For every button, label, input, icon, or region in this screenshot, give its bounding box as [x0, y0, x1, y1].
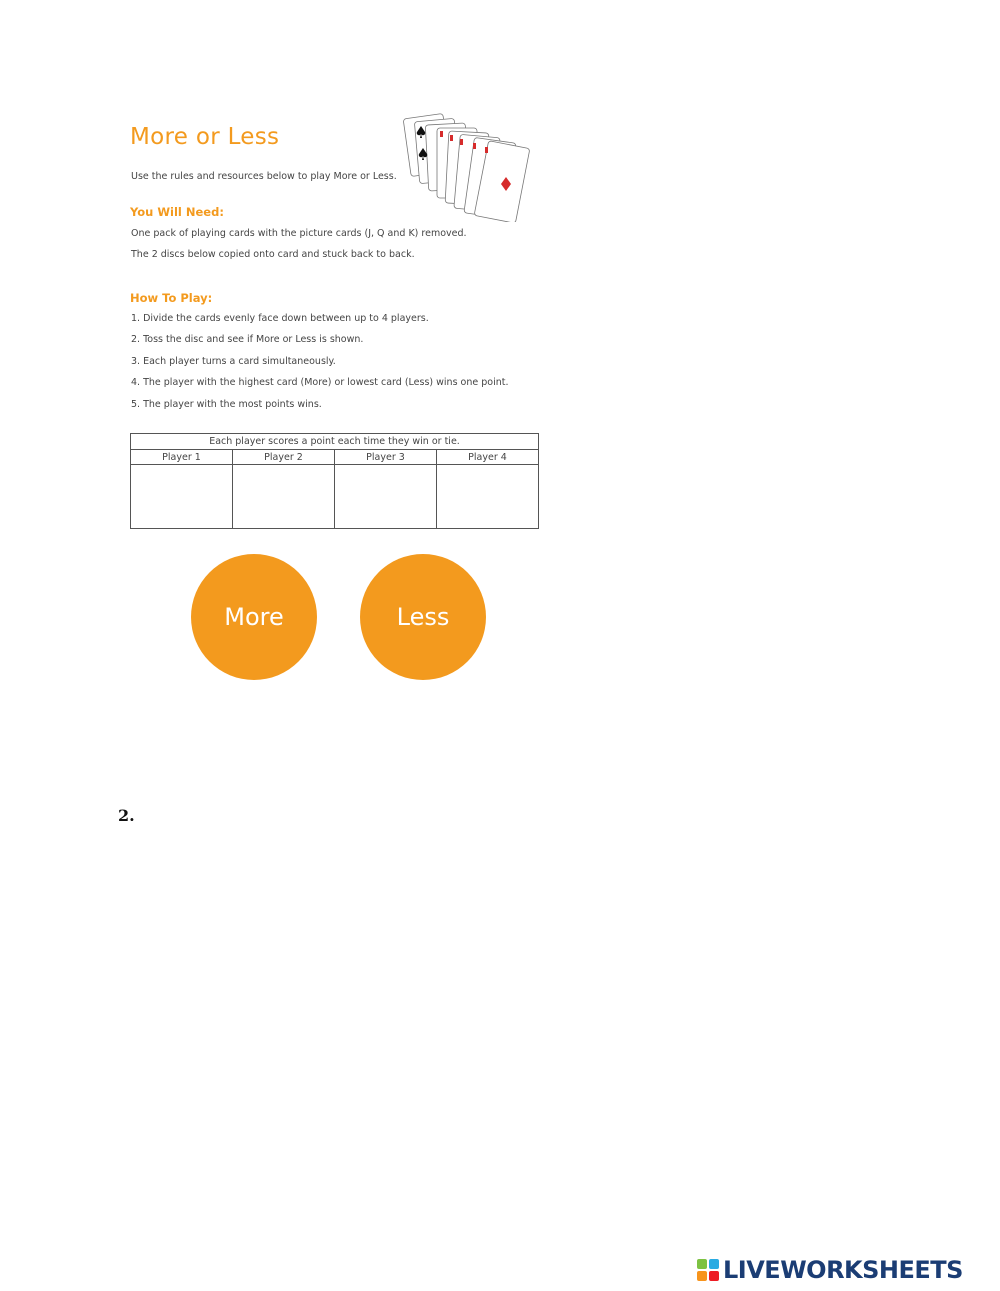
liveworksheets-logo [697, 1255, 963, 1285]
score-header-player-2: Player 2 [233, 450, 335, 465]
how-to-play-heading: How To Play: [130, 291, 213, 305]
playing-cards-image [403, 112, 533, 222]
less-disc-label: Less [396, 603, 450, 631]
question-number: 2. [118, 806, 135, 825]
score-header-player-4: Player 4 [437, 450, 539, 465]
step-5: 5. The player with the most points wins. [131, 399, 322, 410]
step-3: 3. Each player turns a card simultaneously. [131, 356, 336, 367]
intro-text: Use the rules and resources below to play More or Less. [131, 171, 397, 182]
step-4: 4. The player with the highest card (More) or lowest card (Less) wins one point. [131, 377, 509, 388]
less-disc [360, 554, 486, 680]
you-will-need-heading: You Will Need: [130, 205, 224, 219]
score-cell-player-4 [437, 465, 539, 529]
more-disc [191, 554, 317, 680]
need-item-2: The 2 discs below copied onto card and stuck back to back. [131, 249, 415, 260]
score-table-caption: Each player scores a point each time they win or tie. [131, 434, 539, 450]
score-cell-player-2 [233, 465, 335, 529]
step-2: 2. Toss the disc and see if More or Less is shown. [131, 334, 364, 345]
score-header-player-3: Player 3 [335, 450, 437, 465]
score-cell-player-1 [131, 465, 233, 529]
score-header-player-1: Player 1 [131, 450, 233, 465]
score-table [130, 433, 539, 529]
need-item-1: One pack of playing cards with the picture cards (J, Q and K) removed. [131, 228, 467, 239]
logo-mark-icon [697, 1259, 719, 1281]
step-1: 1. Divide the cards evenly face down between up to 4 players. [131, 313, 429, 324]
more-disc-label: More [224, 603, 284, 631]
score-cell-player-3 [335, 465, 437, 529]
worksheet-title: More or Less [130, 124, 280, 150]
logo-text: LIVEWORKSHEETS [723, 1256, 963, 1284]
